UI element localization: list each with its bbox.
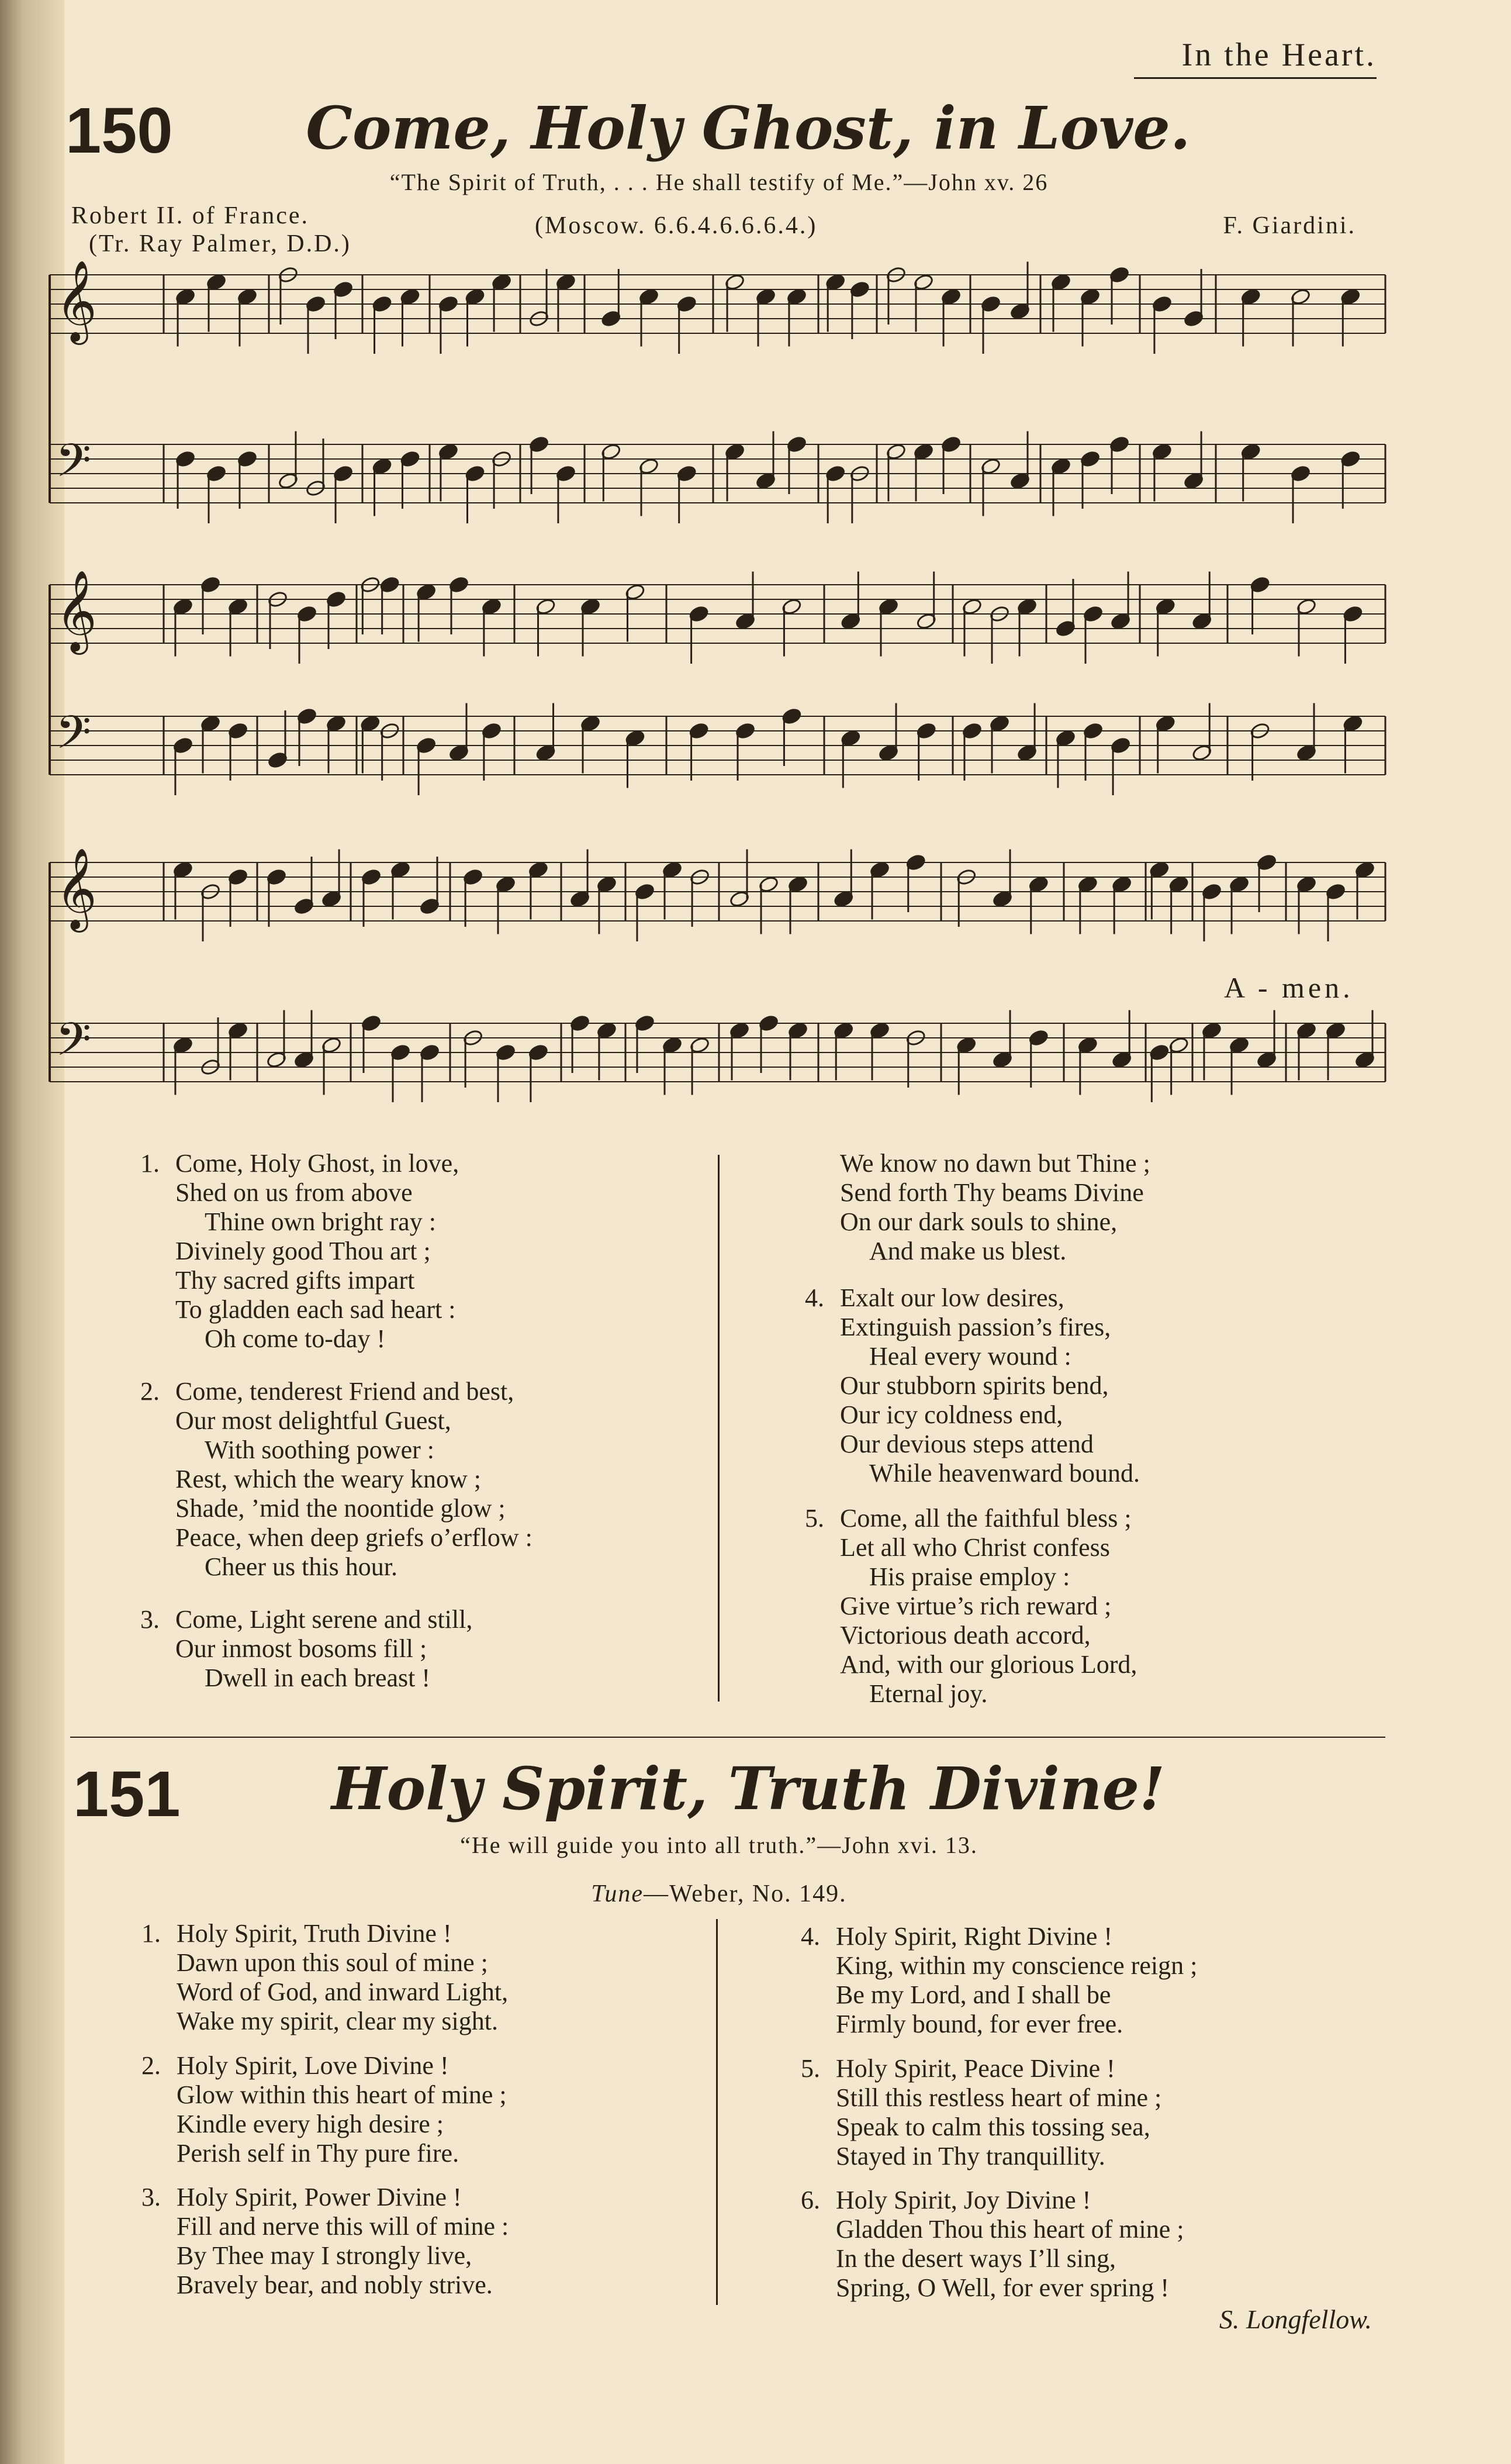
verse-line: And make us blest. [869, 1237, 1067, 1265]
verse-line: Our devious steps attend [840, 1430, 1094, 1458]
verse-line: Eternal joy. [869, 1679, 988, 1708]
verse-line: Shade, ’mid the noontide glow ; [175, 1494, 506, 1523]
verse-line: Shed on us from above [175, 1178, 413, 1207]
verse-line: While heavenward bound. [869, 1459, 1140, 1488]
verse-line: Holy Spirit, Joy Divine ! [836, 2186, 1091, 2214]
treble-clef: 𝄞 [56, 260, 97, 341]
tune-name: —Weber, No. 149. [643, 1880, 847, 1907]
verse-line: Holy Spirit, Power Divine ! [177, 2183, 462, 2211]
verse-line: Come, all the faithful bless ; [840, 1504, 1132, 1533]
running-head: In the Heart. [1181, 37, 1377, 73]
verse-line: On our dark souls to shine, [840, 1207, 1118, 1236]
bass-clef: 𝄢 [56, 434, 92, 499]
verse-line: Our icy coldness end, [840, 1400, 1063, 1429]
treble-clef: 𝄞 [56, 848, 97, 929]
hymn-150-composer: F. Giardini. [1223, 212, 1356, 239]
verse-number: 5. [801, 2054, 820, 2083]
verse-line: We know no dawn but Thine ; [840, 1149, 1150, 1178]
verse-line: Come, tenderest Friend and best, [175, 1377, 514, 1406]
treble-clef: 𝄞 [56, 570, 97, 651]
verse-line: With soothing power : [205, 1435, 434, 1464]
verse-line: Our most delightful Guest, [175, 1406, 451, 1435]
hymn-151-author: S. Longfellow. [1219, 2304, 1372, 2334]
verse-line: Cheer us this hour. [205, 1552, 397, 1581]
verse-line: Bravely bear, and nobly strive. [177, 2270, 493, 2299]
verse-line: Holy Spirit, Peace Divine ! [836, 2054, 1115, 2083]
hymn-150-verse-3-continued [840, 1149, 1150, 1266]
verse-line: Fill and nerve this will of mine : [177, 2212, 509, 2241]
hymn-151-verse-3 [141, 2183, 509, 2300]
verse-line: King, within my conscience reign ; [836, 1951, 1198, 1980]
verse-line: Come, Light serene and still, [175, 1605, 473, 1634]
verse-line: Gladden Thou this heart of mine ; [836, 2215, 1184, 2244]
verse-line: Wake my spirit, clear my sight. [177, 2007, 498, 2035]
hymn-151-title: Holy Spirit, Truth Divine! [331, 1754, 1165, 1823]
verse-number: 1. [140, 1149, 160, 1178]
verse-line: Be my Lord, and I shall be [836, 1980, 1111, 2009]
verse-line: And, with our glorious Lord, [840, 1650, 1137, 1679]
verse-line: Dawn upon this soul of mine ; [177, 1948, 488, 1977]
verse-line: Speak to calm this tossing sea, [836, 2113, 1150, 2141]
verse-line: Perish self in Thy pure fire. [177, 2139, 459, 2168]
verse-number: 4. [801, 1922, 820, 1951]
column-divider [718, 1155, 720, 1702]
verse-line: Oh come to-day ! [205, 1324, 386, 1353]
verse-line: Send forth Thy beams Divine [840, 1178, 1144, 1207]
verse-line: Thy sacred gifts impart [175, 1266, 415, 1295]
verse-line: Come, Holy Ghost, in love, [175, 1149, 459, 1178]
verse-number: 3. [140, 1605, 160, 1634]
hymn-150-title: Come, Holy Ghost, in Love. [306, 94, 1191, 163]
verse-line: Extinguish passion’s fires, [840, 1313, 1111, 1341]
verse-line: Holy Spirit, Truth Divine ! [177, 1919, 452, 1948]
verse-number: 6. [801, 2186, 820, 2214]
hymn-151-epigraph: “He will guide you into all truth.”—John xvi. 13. [460, 1832, 978, 1858]
hymn-151-verse-5 [801, 2054, 1162, 2171]
verse-line: By Thee may I strongly live, [177, 2241, 472, 2270]
verse-line: Spring, O Well, for ever spring ! [836, 2273, 1169, 2302]
verse-line: Dwell in each breast ! [205, 1664, 431, 1692]
hymn-150-translator: (Tr. Ray Palmer, D.D.) [89, 230, 351, 258]
verse-line: Rest, which the weary know ; [175, 1465, 481, 1493]
verse-line: Heal every wound : [869, 1342, 1071, 1371]
verse-line: Thine own bright ray : [205, 1207, 436, 1236]
verse-number: 1. [141, 1919, 161, 1948]
verse-line: Still this restless heart of mine ; [836, 2083, 1162, 2112]
verse-number: 5. [805, 1504, 824, 1533]
verse-line: Our stubborn spirits bend, [840, 1371, 1109, 1400]
hymn-150-author-name: Robert II. of France. [71, 202, 310, 229]
verse-line: Stayed in Thy tranquillity. [836, 2142, 1105, 2170]
hymn-151-verse-4 [801, 1922, 1198, 2039]
verse-line: In the desert ways I’ll sing, [836, 2244, 1116, 2273]
verse-line: Victorious death accord, [840, 1621, 1091, 1649]
hymn-151-number: 151 [73, 1758, 181, 1830]
verse-line: Word of God, and inward Light, [177, 1978, 509, 2006]
verse-line: Kindle every high desire ; [177, 2110, 444, 2138]
hymn-150-epigraph: “The Spirit of Truth, . . . He shall testify of Me.”—John xv. 26 [389, 169, 1049, 195]
verse-line: Let all who Christ confess [840, 1533, 1110, 1562]
tune-prefix: Tune [591, 1880, 644, 1907]
verse-number: 2. [140, 1377, 160, 1406]
hymn-151-tune [222, 1880, 1216, 1908]
hymn-150-verse-5 [805, 1504, 1137, 1709]
verse-line: Glow within this heart of mine ; [177, 2080, 507, 2109]
hymn-150-verse-1 [140, 1149, 459, 1354]
verse-line: Firmly bound, for ever free. [836, 2010, 1123, 2038]
verse-line: Our inmost bosoms fill ; [175, 1634, 427, 1663]
bass-clef: 𝄢 [56, 1013, 92, 1078]
verse-line: His praise employ : [869, 1562, 1070, 1591]
verse-line: Peace, when deep griefs o’erflow : [175, 1523, 533, 1552]
hymn-150-verse-2 [140, 1377, 533, 1582]
column-divider [716, 1919, 718, 2305]
bass-clef: 𝄢 [56, 706, 92, 771]
verse-line: Exalt our low desires, [840, 1283, 1064, 1312]
hymn-150-number: 150 [65, 95, 173, 167]
hymn-151-verse-6 [801, 2186, 1184, 2303]
verse-line: Holy Spirit, Right Divine ! [836, 1922, 1112, 1951]
amen-lyric: A - men. [1224, 971, 1354, 1004]
section-rule [70, 1737, 1385, 1738]
hymn-150-verse-3 [140, 1605, 473, 1693]
verse-line: To gladden each sad heart : [175, 1295, 456, 1324]
hymn-151-verse-2 [141, 2051, 507, 2168]
verse-number: 2. [141, 2051, 161, 2080]
verse-line: Give virtue’s rich reward ; [840, 1592, 1112, 1620]
verse-number: 4. [805, 1283, 824, 1312]
hymn-150-tune: (Moscow. 6.6.4.6.6.6.4.) [535, 212, 818, 239]
verse-line: Holy Spirit, Love Divine ! [177, 2051, 449, 2080]
hymn-150-verse-4 [805, 1283, 1140, 1488]
hymn-151-verse-1 [141, 1919, 509, 2036]
verse-number: 3. [141, 2183, 161, 2211]
verse-line: Divinely good Thou art ; [175, 1237, 431, 1265]
